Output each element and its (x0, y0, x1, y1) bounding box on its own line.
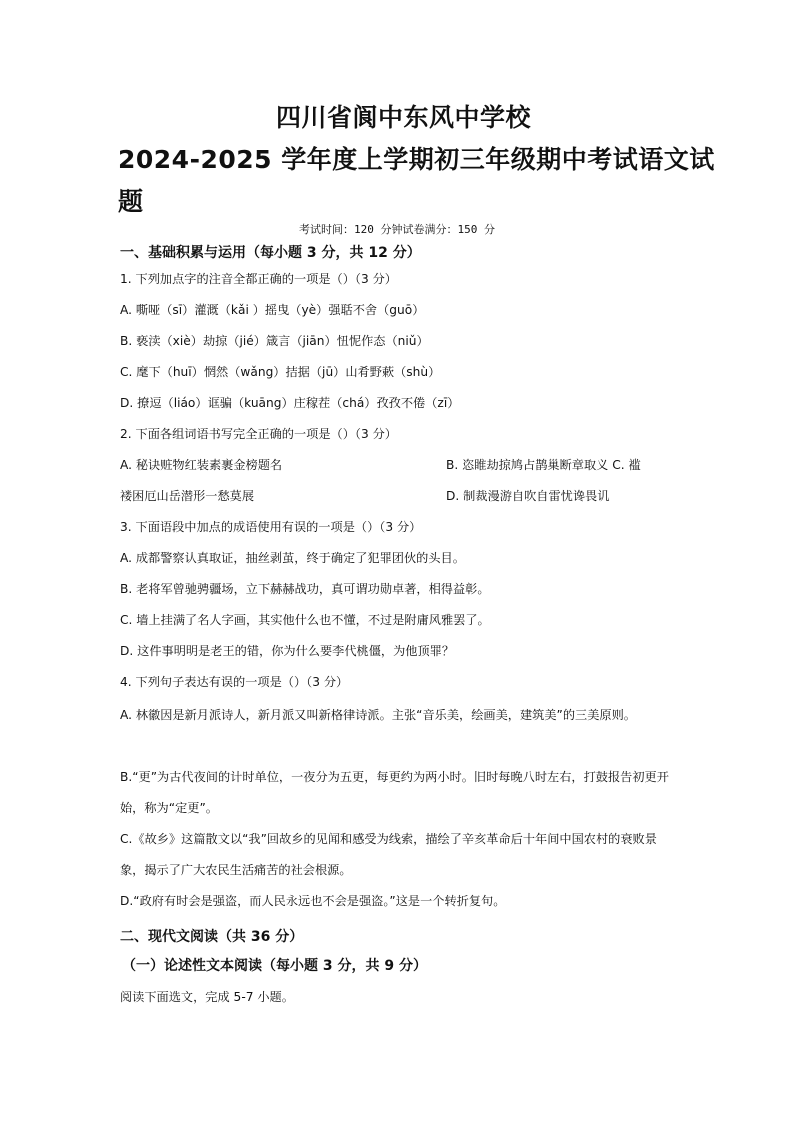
title-exam-end: 题 (118, 187, 144, 216)
question-2-option-c: 褛困厄山岳潜形一愁莫展 (120, 489, 255, 503)
question-4-option-c: C.《故乡》这篇散文以“我”回故乡的见闻和感受为线索，描绘了辛亥革命后十年间中国农村的衰败景象，揭示了广大农民生活痛苦的社会根源。 (120, 832, 657, 877)
question-4-option-b: B.“更”为古代夜间的计时单位，一夜分为五更，每更约为两小时。旧时每晚八时左右，打鼓报告初更开始，称为“定更”。 (120, 770, 669, 815)
question-3-option-c: C. 墙上挂满了名人字画，其实他什么也不懂，不过是附庸风雅罢了。 (120, 613, 490, 627)
question-3-stem: 3. 下面语段中加点的成语使用有误的一项是（）（3 分） (120, 520, 422, 534)
subsection-1-heading: （一）论述性文本阅读（每小题 3 分，共 9 分） (122, 958, 427, 974)
question-1-option-d: D. 撩逗（liáo）诓骗（kuāng）庄稼茬（chá）孜孜不倦（zī） (120, 396, 460, 410)
reading-instruction: 阅读下面选文，完成 5-7 小题。 (120, 990, 294, 1004)
question-2-option-d: D. 制裁漫游自吹自雷忧谗畏讥 (446, 489, 610, 503)
title-school: 四川省阆中东风中学校 (276, 103, 532, 132)
question-1-option-b: B. 亵渎（xiè）劫掠（jié）箴言（jiān）忸怩作态（niǔ） (120, 334, 429, 348)
question-1-option-c: C. 麾下（huī）惘然（wǎng）拮据（jū）山肴野蔌（shù） (120, 365, 441, 379)
title-exam: 2024-2025 学年度上学期初三年级期中考试语文试 (118, 145, 715, 174)
question-2-stem: 2. 下面各组词语书写完全正确的一项是（）（3 分） (120, 427, 397, 441)
question-4-stem: 4. 下列句子表达有误的一项是（）（3 分） (120, 675, 349, 689)
question-4-option-a: A. 林徽因是新月派诗人，新月派又叫新格律诗派。主张“音乐美，绘画美，建筑美”的三美原则。 (120, 708, 636, 722)
section-2-heading: 二、现代文阅读（共 36 分） (120, 929, 304, 945)
question-3-option-b: B. 老将军曾驰骋疆场，立下赫赫战功，真可谓功勋卓著，相得益彰。 (120, 582, 490, 596)
question-1-stem: 1. 下列加点字的注音全都正确的一项是（）（3 分） (120, 272, 397, 286)
section-1-heading: 一、基础积累与运用（每小题 3 分，共 12 分） (120, 245, 421, 261)
question-2-option-a: A. 秘诀赃物红装素裹金榜题名 (120, 458, 283, 472)
question-2-option-b: B. 恣睢劫掠鸠占鹊巢断章取义 C. 褴 (446, 458, 641, 472)
question-3-option-a: A. 成都警察认真取证，抽丝剥茧，终于确定了犯罪团伙的头目。 (120, 551, 465, 565)
question-3-option-d: D. 这件事明明是老王的错，你为什么要李代桃僵，为他顶罪？ (120, 644, 455, 658)
question-1-option-a: A. 嘶哑（sī）灌溉（kǎi ）摇曳（yè）强聒不舍（guō） (120, 303, 425, 317)
exam-info: 考试时间：120 分钟试卷满分：150 分 (299, 223, 495, 236)
question-4-option-d: D.“政府有时会是强盗，而人民永远也不会是强盗。”这是一个转折复句。 (120, 894, 506, 908)
